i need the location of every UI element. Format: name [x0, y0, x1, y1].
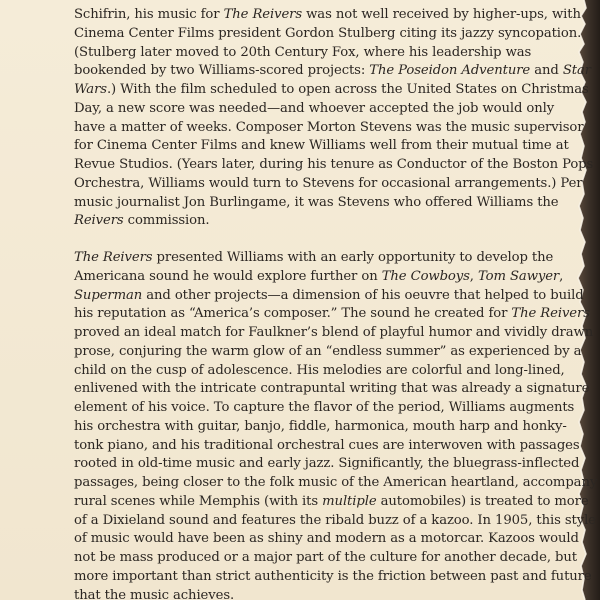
text-line	[74, 512, 596, 531]
text-line	[74, 62, 591, 81]
text-line	[74, 119, 584, 138]
article-body	[74, 6, 598, 600]
text-run: of a Dixieland sound and features the ribald buzz of a kazoo. In 1905, this style	[74, 512, 596, 528]
text-run: passages, being closer to the folk music of the American heartland, accompany	[74, 475, 598, 490]
text-line	[74, 175, 583, 194]
text-run: of music would have been as shiny and modern as a motorcar. Kazoos would	[74, 531, 579, 547]
text-run: have a matter of weeks. Composer Morton Stevens was the music supervisor	[74, 119, 584, 135]
text-run: bookended by two Williams-scored projects:	[74, 63, 370, 79]
text-line	[74, 474, 598, 493]
text-run: prose, conjuring the warm glow of an “endless summer” as experienced by a	[74, 343, 582, 359]
text-run: rooted in old-time music and early jazz. Significantly, the bluegrass-inflected	[74, 456, 580, 472]
italic-title-text: Wars	[74, 82, 107, 97]
text-run: Cinema Center Films president Gordon Stulberg citing its jazzy syncopation.	[74, 25, 582, 41]
text-run: commission.	[123, 213, 210, 229]
paragraph-americana-sound	[74, 249, 598, 600]
text-line	[74, 455, 580, 474]
text-run: that the music achieves.	[74, 587, 235, 600]
text-run: Day, a new score was needed—and whoever accepted the job would only	[74, 100, 555, 116]
text-line	[74, 156, 594, 175]
text-run: and other projects—a dimension of his oeuvre that helped to build	[142, 287, 584, 303]
italic-title-text: Reivers	[74, 213, 124, 229]
text-line	[74, 343, 582, 362]
text-line	[74, 399, 575, 418]
text-line	[74, 249, 570, 268]
text-line	[74, 137, 570, 156]
text-run: music journalist Jon Burlingame, it was Stevens who offered Williams the	[74, 194, 559, 210]
text-line	[74, 324, 594, 343]
text-run: Americana sound he would explore further on	[74, 268, 382, 284]
text-run: ,	[469, 268, 478, 284]
paragraph-reivers-score-history	[74, 6, 594, 231]
italic-title-text: The Reivers	[74, 250, 153, 265]
text-run: .) With the film scheduled to open across the United States on Christmas	[106, 82, 589, 97]
text-line	[74, 287, 584, 306]
text-run: (Stulberg later moved to 20th Century Fox, where his leadership was	[74, 44, 532, 60]
text-run: tonk piano, and his traditional orchestral cues are interwoven with passages	[74, 437, 580, 453]
text-line	[74, 25, 582, 44]
text-run: element of his voice. To capture the flavor of the period, Williams augments	[74, 400, 575, 415]
text-run: Schifrin, his music for	[74, 7, 224, 22]
text-run: enlivened with the intricate contrapuntal writing that was already a signature	[74, 381, 590, 397]
text-line	[74, 380, 590, 399]
text-line	[74, 437, 580, 456]
text-run: was not well received by higher-ups, with	[302, 7, 581, 22]
text-line	[74, 530, 579, 549]
text-line	[74, 587, 570, 600]
text-run: proved an ideal match for Faulkner’s blend of playful humor and vividly drawn	[74, 325, 594, 340]
text-run: rural scenes while Memphis (with its	[74, 493, 323, 509]
text-line	[74, 568, 592, 587]
text-line	[74, 493, 589, 512]
text-line	[74, 305, 590, 324]
italic-title-text: The Cowboys	[381, 268, 470, 284]
text-line	[74, 549, 577, 568]
text-line	[74, 194, 570, 213]
text-line	[74, 418, 570, 437]
text-line	[74, 6, 581, 25]
text-run: his orchestra with guitar, banjo, fiddle, harmonica, mouth harp and honky-	[74, 418, 567, 434]
text-run: child on the cusp of adolescence. His melodies are colorful and long-lined,	[74, 362, 565, 378]
text-run: and	[530, 63, 563, 79]
text-line	[74, 81, 589, 100]
text-run: automobiles) is treated to more	[376, 493, 589, 509]
text-run: presented Williams with an early opportunity to develop the	[152, 250, 554, 265]
text-run: Revue Studios. (Years later, during his tenure as Conductor of the Boston Pops	[74, 157, 594, 172]
italic-title-text: Superman	[74, 287, 143, 303]
text-line	[74, 268, 570, 287]
text-run: for Cinema Center Films and knew Williams well from their mutual time at	[74, 138, 569, 154]
italic-title-text: The Reivers	[223, 7, 303, 22]
text-run: Orchestra, Williams would turn to Stevens for occasional arrangements.) Per	[74, 175, 583, 191]
italic-title-text: The Reivers	[511, 306, 590, 322]
text-line	[74, 44, 570, 63]
text-run: not be mass produced or a major part of the culture for another decade, but	[74, 550, 577, 565]
text-run: more important than strict authenticity is the friction between past and future	[74, 568, 592, 584]
italic-title-text: The Poseidon Adventure	[369, 63, 531, 79]
text-run: his reputation as “America’s composer.” The sound he created for	[74, 306, 512, 322]
text-run: ,	[559, 268, 564, 284]
italic-title-text: Star	[562, 63, 591, 79]
italic-title-text: Tom Sawyer	[477, 268, 560, 284]
text-line	[74, 212, 570, 231]
italic-title-text: multiple	[322, 493, 377, 509]
text-line	[74, 100, 570, 119]
text-line	[74, 362, 570, 381]
